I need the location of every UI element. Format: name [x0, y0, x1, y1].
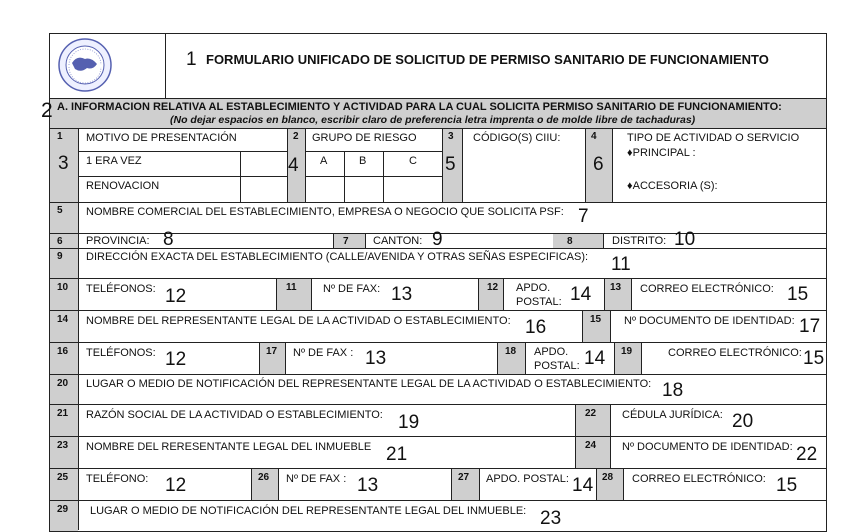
apdo-label: APDO. [516, 282, 551, 294]
tipo-actividad-label: TIPO DE ACTIVIDAD O SERVICIO [627, 132, 800, 144]
rule [165, 33, 166, 98]
callout-marker: 6 [593, 154, 604, 175]
callout-marker: 3 [58, 153, 69, 174]
callout-marker: 13 [357, 475, 379, 496]
rule [451, 468, 452, 500]
rule [497, 342, 498, 374]
field-number: 25 [57, 472, 69, 483]
rule [285, 342, 286, 374]
rule [49, 128, 826, 129]
direccion-label: DIRECCIÓN EXACTA DEL ESTABLECIMIENTO (CALLE/AVENIDA Y OTRAS SEÑAS ESPECIFICAS): [86, 251, 589, 263]
grupo-c-option[interactable]: C [409, 155, 417, 167]
field-number: 26 [258, 472, 270, 483]
correo-label: CORREO ELECTRÓNICO: [640, 283, 774, 295]
field-number: 14 [57, 314, 69, 325]
representante-inmueble-label: NOMBRE DEL RERESENTANTE LEGAL DEL INMUEBLE [86, 441, 372, 453]
rule [365, 233, 366, 248]
rule [49, 468, 826, 469]
motivo-label: MOTIVO DE PRESENTACIÓN [86, 132, 237, 144]
callout-marker: 5 [445, 154, 456, 175]
callout-marker: 12 [165, 286, 187, 307]
accesoria-option[interactable]: ♦ACCESORIA (S): [627, 180, 718, 192]
field-number: 17 [266, 346, 278, 357]
ciiu-label: CÓDIGO(S) CIIU: [473, 132, 561, 144]
field-number: 10 [57, 282, 69, 293]
documento-label: Nº DOCUMENTO DE IDENTIDAD: [622, 441, 793, 453]
provincia-label: PROVINCIA: [86, 235, 150, 247]
field-number: 13 [610, 282, 622, 293]
field-number: 7 [343, 236, 349, 247]
rule [49, 342, 826, 343]
field-number: 21 [57, 408, 69, 419]
representante-label: NOMBRE DEL REPRESENTANTE LEGAL DE LA ACTIVIDAD O ESTABLECIMIENTO: [86, 315, 511, 327]
rule [503, 278, 504, 310]
rule [603, 233, 604, 248]
section-marker: 2 [41, 99, 53, 122]
callout-marker: 7 [578, 206, 589, 227]
field-number: 27 [458, 472, 470, 483]
grupo-riesgo-label: GRUPO DE RIESGO [312, 132, 417, 144]
rule [610, 404, 611, 468]
field-number: 8 [567, 236, 573, 247]
callout-marker: 12 [165, 349, 187, 370]
rule [49, 310, 826, 311]
rule [49, 374, 826, 375]
field-number: 24 [585, 440, 597, 451]
rule [78, 128, 79, 530]
callout-marker: 22 [796, 444, 818, 465]
rule [78, 176, 287, 177]
rule [240, 151, 241, 202]
rule [575, 404, 576, 468]
postal-label: POSTAL: [534, 360, 580, 372]
callout-marker: 17 [799, 316, 821, 337]
field-number: 29 [57, 504, 69, 515]
razon-social-label: RAZÓN SOCIAL DE LA ACTIVIDAD O ESTABLECIMIENTO: [86, 409, 383, 421]
rule [305, 128, 306, 202]
callout-marker: 4 [288, 155, 299, 176]
callout-marker: 14 [584, 348, 606, 369]
rule [604, 278, 605, 310]
grupo-a-option[interactable]: A [320, 155, 328, 167]
rule [49, 436, 826, 437]
rule [582, 310, 583, 342]
field-number: 5 [57, 205, 63, 216]
field-number: 1 [57, 131, 63, 142]
rule [462, 128, 463, 202]
callout-marker: 20 [732, 411, 754, 432]
field-number: 16 [57, 346, 69, 357]
rule [641, 342, 642, 374]
rule [610, 310, 611, 342]
primera-vez-option[interactable]: 1 ERA VEZ [86, 155, 142, 167]
renovacion-option[interactable]: RENOVACION [86, 180, 160, 192]
field-number: 28 [602, 472, 614, 483]
notificacion-label: LUGAR O MEDIO DE NOTIFICACIÓN DEL REPRESENTANTE LEGAL DE LA ACTIVIDAD O ESTABLECIMIENTO: [86, 378, 652, 390]
rule [311, 278, 312, 310]
rule [78, 151, 287, 152]
rule [251, 468, 252, 500]
rule [305, 176, 442, 177]
rule [259, 342, 260, 374]
rule [305, 151, 442, 152]
nombre-comercial-label: NOMBRE COMERCIAL DEL ESTABLECIMIENTO, EMPRESA O NEGOCIO QUE SOLICITA PSF: [86, 206, 564, 218]
field-number: 22 [585, 408, 597, 419]
field-number: 19 [621, 346, 633, 357]
field-number: 6 [57, 236, 63, 247]
callout-marker: 13 [391, 284, 413, 305]
fax-label: Nº DE FAX: [323, 283, 381, 295]
rule [631, 278, 632, 310]
callout-marker: 10 [674, 229, 696, 250]
rule [614, 342, 615, 374]
grupo-b-option[interactable]: B [359, 155, 367, 167]
rule [479, 468, 480, 500]
title-marker: 1 [186, 49, 197, 70]
apdo-label: APDO. [534, 346, 569, 358]
field-number: 20 [57, 378, 69, 389]
apdo-postal-label: APDO. POSTAL: [486, 473, 569, 485]
callout-marker: 11 [611, 254, 631, 275]
correo-label: CORREO ELECTRÓNICO: [632, 473, 766, 485]
principal-option[interactable]: ♦PRINCIPAL : [627, 147, 696, 159]
callout-marker: 14 [570, 284, 592, 305]
section-title: A. INFORMACION RELATIVA AL ESTABLECIMIENTO Y ACTIVIDAD PARA LA CUAL SOLICITA PERMISO SANITARIO DE FUNCIONAMIENTO: [57, 101, 782, 113]
callout-marker: 14 [572, 475, 594, 496]
rule [612, 128, 613, 202]
callout-marker: 21 [386, 444, 408, 465]
field-number: 3 [448, 131, 454, 142]
fax-label: Nº DE FAX : [286, 473, 347, 485]
cedula-label: CÉDULA JURÍDICA: [622, 409, 723, 421]
rule [383, 151, 384, 202]
rule [49, 278, 826, 279]
telefono-label: TELÉFONO: [86, 473, 149, 485]
postal-label: POSTAL: [516, 296, 562, 308]
field-number: 9 [57, 251, 63, 262]
callout-marker: 12 [165, 475, 187, 496]
field-number: 2 [293, 131, 299, 142]
rule [525, 342, 526, 374]
rule [623, 468, 624, 500]
rule [276, 278, 277, 310]
rule [49, 202, 826, 203]
callout-marker: 16 [525, 317, 547, 338]
field-number: 11 [286, 282, 297, 293]
rule [49, 404, 826, 405]
telefonos-label: TELÉFONOS: [86, 283, 156, 295]
rule [478, 278, 479, 310]
callout-marker: 9 [432, 229, 443, 250]
callout-marker: 18 [662, 380, 684, 401]
correo-label: CORREO ELECTRÓNICO: [668, 347, 802, 359]
distrito-label: DISTRITO: [612, 235, 667, 247]
rule [278, 468, 279, 500]
callout-marker: 15 [776, 475, 798, 496]
ministry-seal-logo [57, 37, 113, 93]
telefonos-label: TELÉFONOS: [86, 347, 156, 359]
section-subtitle: (No dejar espacios en blanco, escribir claro de preferencia letra imprenta o de molde libre de tachaduras) [170, 114, 696, 126]
callout-marker: 13 [365, 348, 387, 369]
canton-label: CANTON: [373, 235, 423, 247]
rule [442, 128, 443, 202]
callout-marker: 23 [540, 508, 562, 529]
rule [49, 98, 826, 99]
field-number: 18 [505, 346, 517, 357]
callout-marker: 8 [163, 229, 174, 250]
field-number: 12 [487, 282, 499, 293]
rule [333, 233, 334, 248]
field-number: 4 [591, 131, 597, 142]
callout-marker: 15 [787, 284, 809, 305]
rule [49, 500, 826, 501]
field-number: 15 [590, 314, 602, 325]
documento-label: Nº DOCUMENTO DE IDENTIDAD: [624, 315, 795, 327]
field-number: 23 [57, 440, 69, 451]
rule [344, 151, 345, 202]
form-title: FORMULARIO UNIFICADO DE SOLICITUD DE PERMISO SANITARIO DE FUNCIONAMIENTO [206, 52, 769, 67]
callout-marker: 19 [398, 412, 420, 433]
rule [596, 468, 597, 500]
rule [585, 128, 586, 202]
notificacion-inmueble-label: LUGAR O MEDIO DE NOTIFICACIÓN DEL REPRESENTANTE LEGAL DEL INMUEBLE: [90, 505, 527, 517]
callout-marker: 15 [803, 348, 825, 369]
fax-label: Nº DE FAX : [293, 347, 354, 359]
